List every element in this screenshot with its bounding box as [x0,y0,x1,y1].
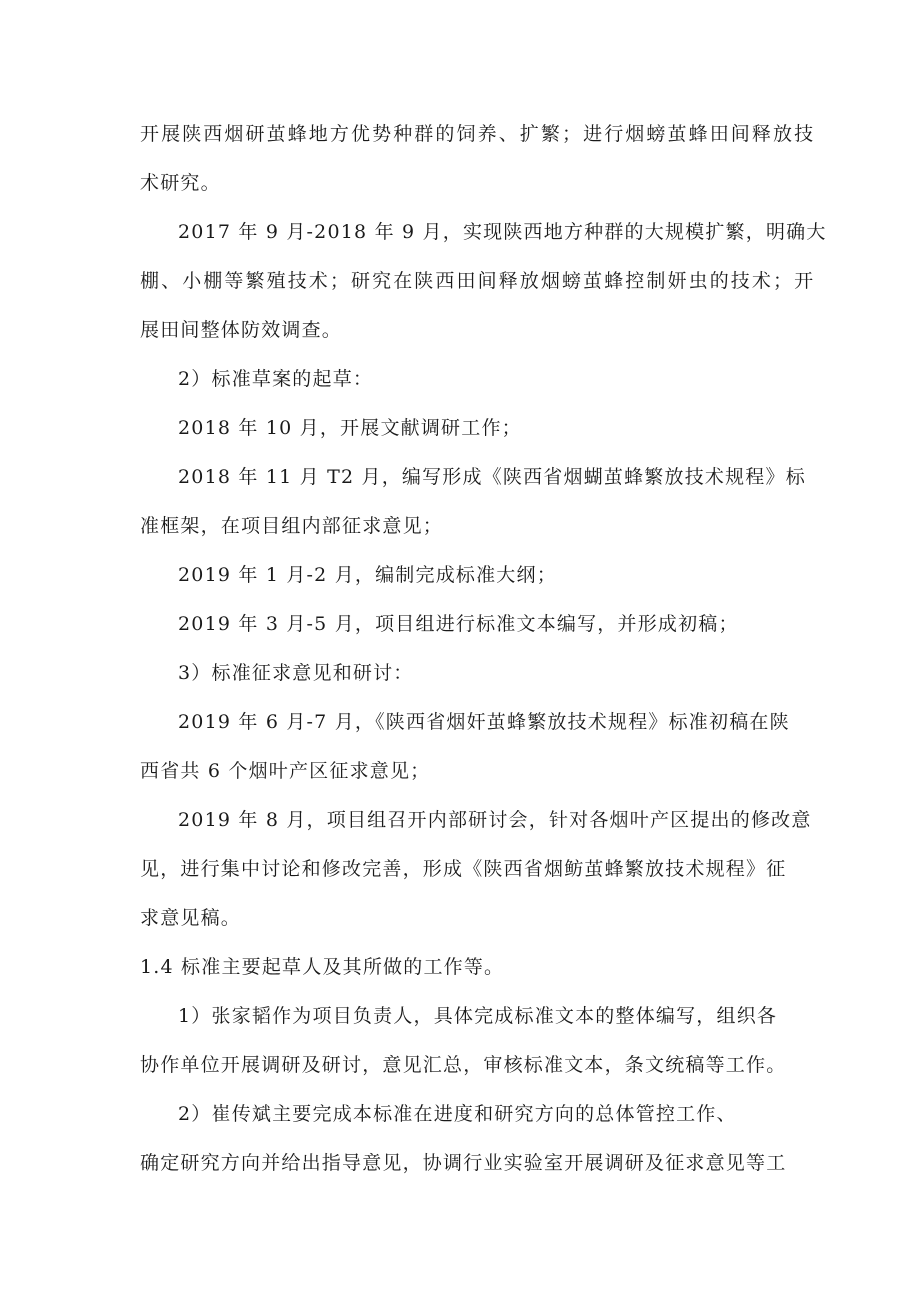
text-line: 2019 年 8 月，项目组召开内部研讨会，针对各烟叶产区提出的修改意 [178,809,812,831]
text-line: 准框架，在项目组内部征求意见； [140,515,444,537]
text-line: 2）崔传斌主要完成本标准在进度和研究方向的总体管控工作、 [178,1103,737,1125]
text-line: 确定研究方向并给出指导意见，协调行业实验室开展调研及征求意见等工 [140,1152,787,1174]
text-line: 2）标准草案的起草： [178,368,374,390]
text-line: 见，进行集中讨论和修改完善，形成《陕西省烟鲂茧蜂繁放技术规程》征 [140,858,787,880]
section-heading: 1.4 标准主要起草人及其所做的工作等。 [140,956,505,978]
text-line: 2018 年 11 月 T2 月，编写形成《陕西省烟蝴茧蜂繁放技术规程》标 [178,466,806,488]
text-line: 2019 年 6 月-7 月，《陕西省烟奸茧蜂繁放技术规程》标准初稿在陕 [178,711,790,733]
text-line: 求意见稿。 [140,907,242,929]
text-line: 2017 年 9 月-2018 年 9 月，实现陕西地方种群的大规模扩繁，明确大 [178,221,827,243]
text-line: 2019 年 1 月-2 月，编制完成标准大纲； [178,564,557,586]
text-line: 2019 年 3 月-5 月，项目组进行标准文本编写，并形成初稿； [178,613,739,635]
text-line: 西省共 6 个烟叶产区征求意见； [140,760,431,782]
text-line: 协作单位开展调研及研讨，意见汇总，审核标准文本，条文统稿等工作。 [140,1054,787,1076]
text-line: 棚、小棚等繁殖技术；研究在陕西田间释放烟螃茧蜂控制妍虫的技术；开 [140,270,816,292]
text-line: 3）标准征求意见和研讨： [178,662,414,684]
text-line: 2018 年 10 月，开展文献调研工作； [178,417,522,439]
text-line: 1）张家韬作为项目负责人，具体完成标准文本的整体编写，组织各 [178,1005,778,1027]
text-line: 开展陕西烟研茧蜂地方优势种群的饲养、扩繁；进行烟螃茧蜂田间释放技 [140,123,816,145]
text-line: 展田间整体防效调查。 [140,319,343,341]
text-line: 术研究。 [140,172,221,194]
